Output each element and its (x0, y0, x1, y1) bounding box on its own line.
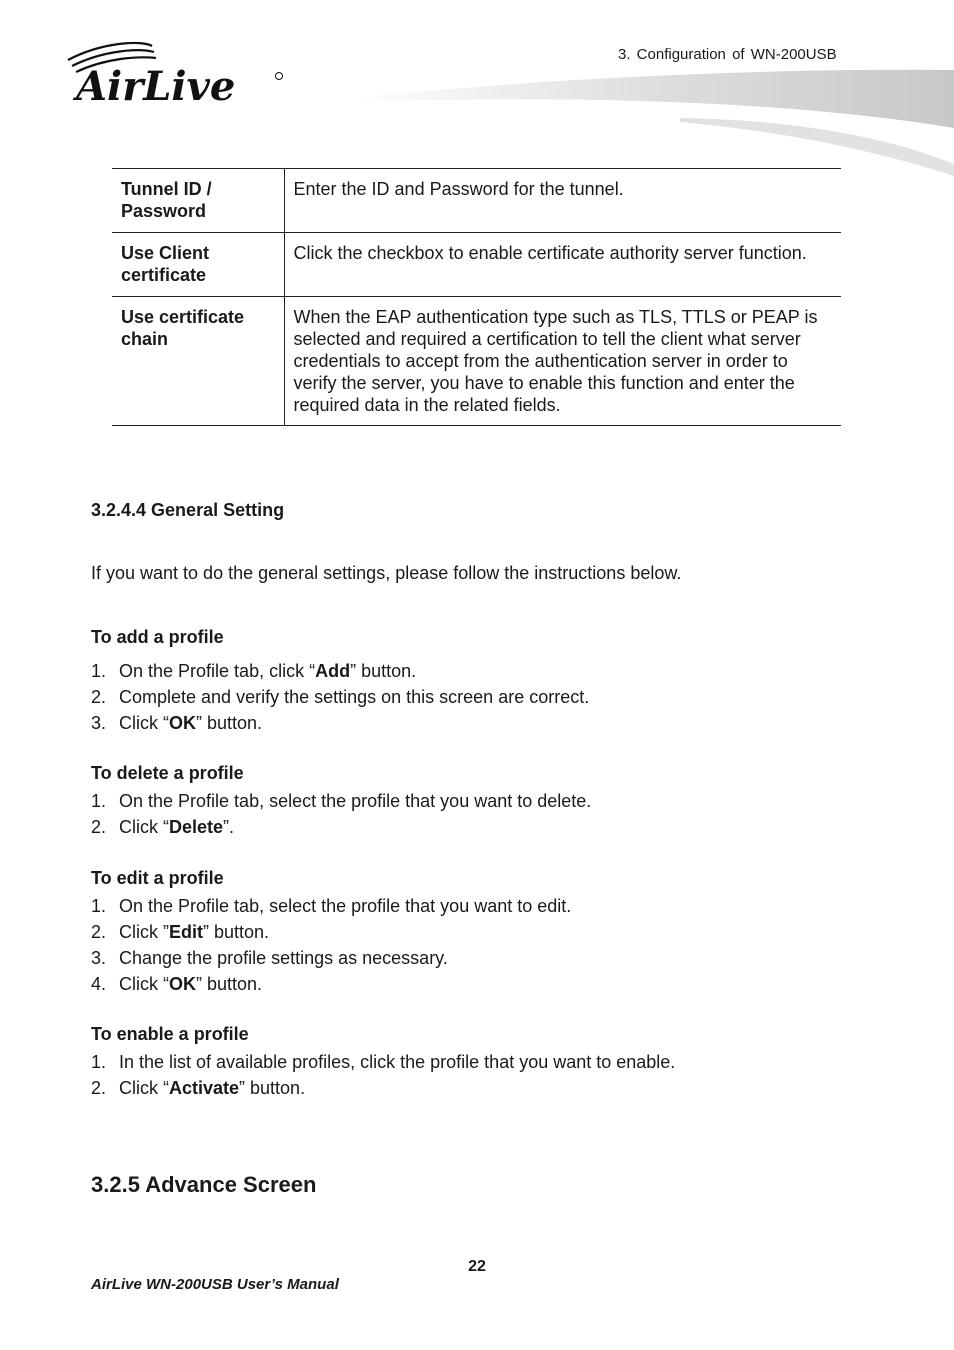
description-cell: Enter the ID and Password for the tunnel. (284, 169, 841, 233)
chapter-title: 3. Configuration of WN-200USB (618, 46, 837, 63)
list-item: 1. On the Profile tab, click “Add” button. (91, 661, 417, 681)
term-cell: Use Client certificate (112, 233, 284, 297)
list-item: 2. Complete and verify the settings on this screen are correct. (91, 687, 590, 707)
advance-screen-heading: 3.2.5 Advance Screen (91, 1172, 317, 1197)
list-item: 3. Click “OK” button. (91, 713, 263, 733)
airlive-logo (62, 40, 292, 110)
edit-profile-steps (91, 893, 571, 997)
term-cell: Tunnel ID / Password (112, 169, 284, 233)
manual-footer: AirLive WN-200USB User’s Manual (91, 1276, 339, 1293)
add-profile-heading: To add a profile (91, 627, 224, 647)
list-item: 1. On the Profile tab, select the profile that you want to edit. (91, 896, 572, 916)
add-profile-steps (91, 658, 589, 736)
parameter-table (112, 168, 841, 426)
list-item: 1. In the list of available profiles, click the profile that you want to enable. (91, 1052, 676, 1072)
list-item: 2. Click “Delete”. (91, 817, 235, 837)
list-item: 3. Change the profile settings as necessary. (91, 948, 448, 968)
enable-profile-steps (91, 1049, 675, 1101)
logo-text: AirLive (76, 63, 236, 110)
term-cell: Use certificate chain (112, 297, 284, 426)
page-number: 22 (468, 1258, 486, 1275)
header-swoosh-graphic (350, 60, 954, 180)
description-cell: Click the checkbox to enable certificate authority server function. (284, 233, 841, 297)
delete-profile-steps (91, 788, 591, 840)
table-row (112, 297, 841, 426)
list-item: 2. Click ”Edit” button. (91, 922, 270, 942)
table-row (112, 233, 841, 297)
table-row (112, 169, 841, 233)
section-heading: 3.2.4.4 General Setting (91, 500, 285, 520)
description-cell: When the EAP authentication type such as TLS, TTLS or PEAP is selected and required a certification to tell the client what server credentials to accept from the authentication server in order to verify the server, you have to enable this function and enter the required data in the related fields. (284, 297, 841, 426)
list-item: 1. On the Profile tab, select the profile that you want to delete. (91, 791, 592, 811)
intro-paragraph: If you want to do the general settings, please follow the instructions below. (91, 563, 682, 583)
list-item: 2. Click “Activate” button. (91, 1078, 306, 1098)
list-item: 4. Click “OK” button. (91, 974, 263, 994)
delete-profile-heading: To delete a profile (91, 763, 244, 783)
edit-profile-heading: To edit a profile (91, 868, 224, 888)
enable-profile-heading: To enable a profile (91, 1024, 249, 1044)
